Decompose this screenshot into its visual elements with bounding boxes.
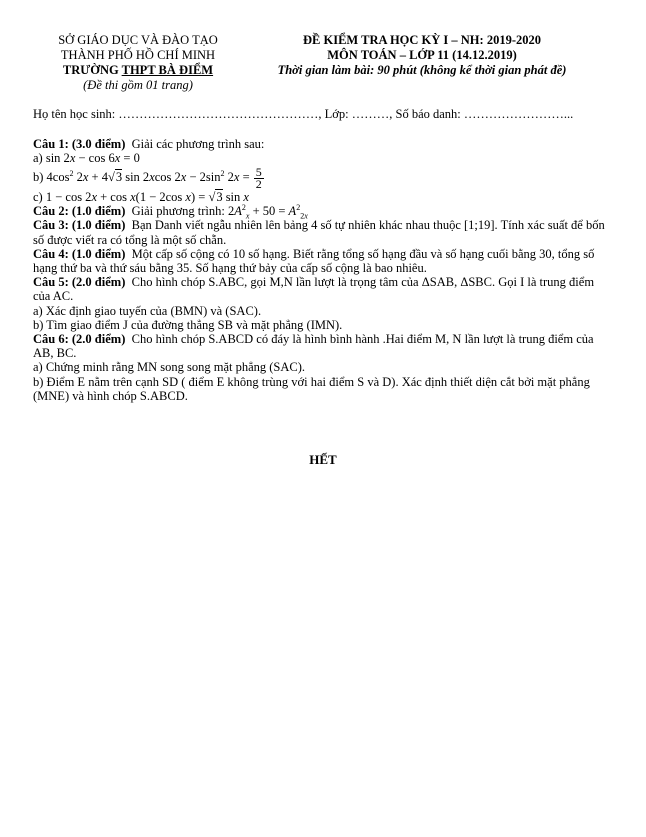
exam-title: ĐỀ KIỂM TRA HỌC KỲ I – NH: 2019-2020 [303, 33, 541, 47]
question-1 [33, 137, 611, 151]
dept-line-1: SỞ GIÁO DỤC VÀ ĐÀO TẠO [58, 33, 218, 47]
student-info-line: Họ tên học sinh: …………………………………………, Lớp: ………, Số báo danh: ……………………... [33, 107, 574, 121]
header-left [18, 33, 258, 93]
q1b-frac-num: 5 [255, 165, 262, 180]
q6-label: Câu 6: (2.0 điểm) [33, 332, 126, 347]
question-5 [33, 275, 611, 303]
dept-line-2: THÀNH PHỐ HỒ CHÍ MINH [60, 48, 216, 62]
school-name: THPT BÀ ĐIỂM [121, 63, 214, 77]
q1-label: Câu 1: (3.0 điểm) [33, 137, 126, 151]
end-marker: HẾT [309, 452, 337, 467]
question-2 [33, 203, 611, 221]
q5-part-b: b) Tìm giao điểm J của đường thẳng SB và mặt phẳng (IMN). [33, 317, 343, 332]
q4-label: Câu 4: (1.0 điểm) [33, 246, 126, 261]
header-right [252, 33, 592, 78]
q5-part-a: a) Xác định giao tuyến của (BMN) và (SAC). [33, 303, 262, 318]
q1-part-a [33, 151, 611, 165]
q1-text: Giải các phương trình sau: [131, 137, 265, 151]
pages-note: (Đề thi gồm 01 trang) [83, 78, 193, 92]
question-3 [33, 218, 611, 246]
q2-label: Câu 2: (1.0 điểm) [33, 204, 126, 219]
q1a-prefix: a) [33, 151, 43, 166]
q2-text: Giải phương trình: [131, 204, 225, 219]
q6-part-a: a) Chứng minh rằng MN song song mặt phẳng (SAC). [33, 360, 306, 375]
q1a-equation: sin 2x − cos 6x = 0 [45, 151, 140, 166]
school-line [18, 63, 258, 78]
q1c-prefix: c) [33, 190, 43, 205]
q5-text: Cho hình chóp S.ABC, gọi M,N lần lượt là trọng tâm của ΔSAB, ΔSBC. Gọi I là trung điểm của AC. [33, 275, 595, 304]
school-prefix: TRƯỜNG [62, 63, 119, 77]
q3-text: Bạn Danh viết ngẫu nhiên lên bảng 4 số tự nhiên khác nhau thuộc [1;19]. Tính xác suất để bốn số được viết ra có tổng là một số chẵn. [33, 218, 605, 247]
q3-label: Câu 3: (1.0 điểm) [33, 218, 126, 233]
exam-body [33, 137, 611, 403]
q6-part-b: b) Điểm E nằm trên cạnh SD ( điểm E không trùng với hai điểm S và D). Xác định thiết diện cắt bởi mặt phẳng (MNE) và hình chóp S.ABCD. [33, 374, 590, 403]
q1-part-b [33, 165, 611, 190]
q1b-prefix: b) [33, 170, 44, 185]
q1b-equation: $4\cos^2$ 2x + 4√3 sin 2xcos $2x - 2\sin^2$ 2x = $\frac{5}{2}$ [46, 165, 262, 192]
q1-part-c [33, 190, 611, 204]
time-line: Thời gian làm bài: 90 phút (không kể thời gian phát đề) [277, 63, 567, 77]
subject-line: MÔN TOÁN – LỚP 11 (14.12.2019) [327, 48, 517, 62]
question-6 [33, 332, 611, 360]
q4-text: Một cấp số cộng có 10 số hạng. Biết rằng tổng số hạng đầu và số hạng cuối bằng 30, tổng số hạng thứ ba và thứ sáu bằng 35. Số hạng thứ bảy của cấp số cộng là bao nhiêu. [33, 246, 595, 276]
q2-equation: $2A^2_x + 50 = A^2_{2x}$ [227, 203, 308, 221]
question-4 [33, 247, 611, 275]
q6-text: Cho hình chóp S.ABCD có đáy là hình bình hành .Hai điểm M, N lần lượt là trung điểm của AB, BC. [33, 332, 594, 361]
q1c-equation: 1 − cos 2x + cos x(1 − 2cos x) = √3 sin x [45, 190, 249, 205]
q1b-frac-den: 2 [255, 177, 262, 192]
q5-label: Câu 5: (2.0 điểm) [33, 275, 126, 290]
